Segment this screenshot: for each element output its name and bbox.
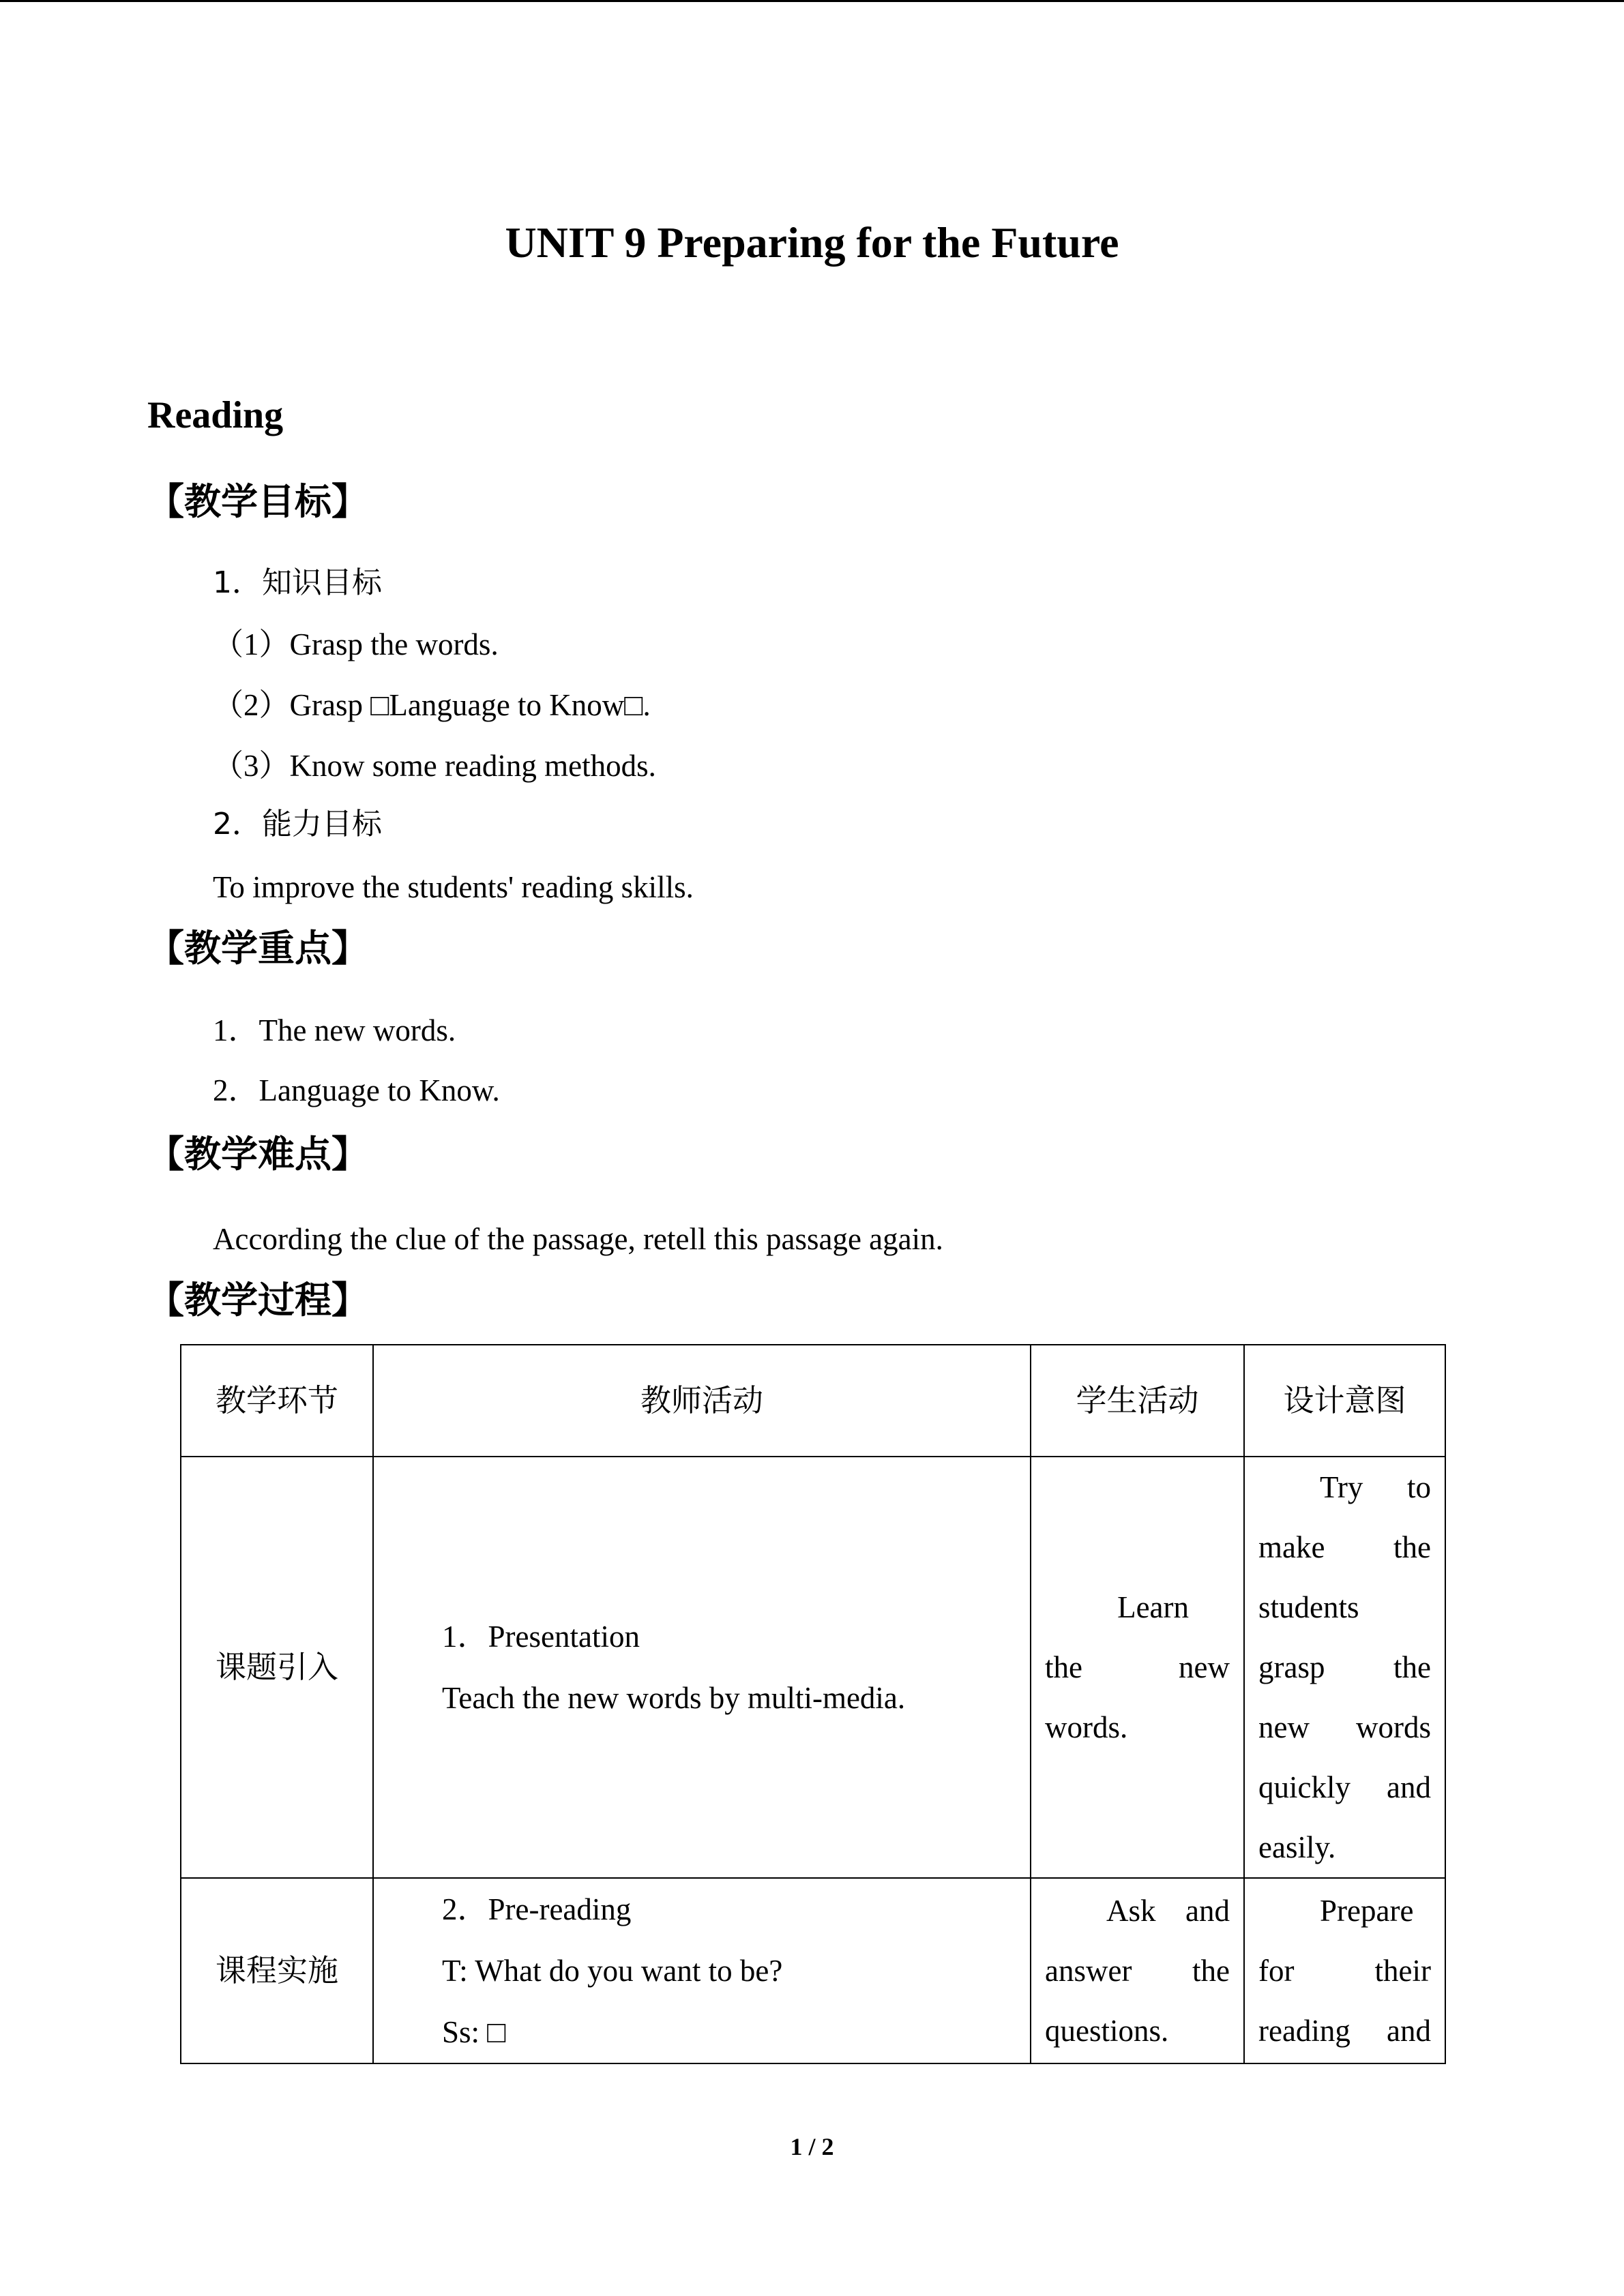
- purpose-line: students: [1258, 1590, 1359, 1624]
- key-points-heading: 【教学重点】: [147, 927, 368, 970]
- objective-item: （2）Grasp □Language to Know□.: [213, 688, 651, 722]
- purpose-line: Try to: [1320, 1470, 1431, 1504]
- process-table: [180, 1344, 1446, 2064]
- teacher-activity-cell: [373, 1457, 1031, 1878]
- student-line: Ask and: [1106, 1894, 1230, 1928]
- difficulties-text: According the clue of the passage, retell this passage again.: [213, 1222, 943, 1256]
- purpose-cell: [1244, 1457, 1445, 1878]
- purpose-line: quickly and: [1258, 1770, 1431, 1804]
- purpose-line: reading and: [1258, 2014, 1431, 2048]
- table-row: [181, 1457, 1445, 1878]
- student-line: questions.: [1045, 2014, 1169, 2048]
- stage-cell: 课题引入: [181, 1457, 373, 1878]
- student-line: the new: [1045, 1650, 1230, 1684]
- student-activity-cell: [1031, 1878, 1244, 2063]
- column-header: 设计意图: [1244, 1345, 1445, 1457]
- objectives-heading: 【教学目标】: [147, 480, 368, 523]
- purpose-line: new words: [1258, 1710, 1431, 1744]
- teacher-line: T: What do you want to be?: [442, 1954, 783, 1988]
- purpose-cell: [1244, 1878, 1445, 2063]
- purpose-line: easily.: [1258, 1830, 1336, 1864]
- objective-item: （3）Know some reading methods.: [213, 749, 656, 783]
- purpose-line: make the: [1258, 1530, 1431, 1564]
- table-row: [181, 1878, 1445, 2063]
- objective-item: （1）Grasp the words.: [213, 627, 499, 661]
- key-point-item: 2．Language to Know.: [213, 1073, 500, 1107]
- page-number: 1 / 2: [790, 2133, 834, 2160]
- column-header: 教师活动: [373, 1345, 1031, 1457]
- section-heading: Reading: [147, 394, 284, 436]
- column-header: 教学环节: [181, 1345, 373, 1457]
- table-header-row: [181, 1345, 1445, 1457]
- difficulties-heading: 【教学难点】: [147, 1133, 368, 1176]
- knowledge-label: 1．知识目标: [213, 565, 382, 600]
- purpose-line: Prepare: [1320, 1894, 1414, 1928]
- student-line: Learn: [1117, 1590, 1189, 1624]
- student-activity-cell: [1031, 1457, 1244, 1878]
- purpose-line: grasp the: [1258, 1650, 1431, 1684]
- key-point-item: 1．The new words.: [213, 1013, 456, 1047]
- process-heading: 【教学过程】: [147, 1279, 368, 1322]
- teacher-activity-cell: [373, 1878, 1031, 2063]
- column-header: 学生活动: [1031, 1345, 1244, 1457]
- teacher-line: 2．Pre-reading: [442, 1892, 632, 1926]
- teacher-line: Teach the new words by multi-media.: [442, 1681, 906, 1715]
- purpose-line: for their: [1258, 1954, 1431, 1988]
- teacher-line: Ss: □: [442, 2015, 506, 2049]
- ability-text: To improve the students' reading skills.: [213, 870, 694, 904]
- document-title: UNIT 9 Preparing for the Future: [505, 218, 1119, 267]
- teacher-line: 1．Presentation: [442, 1620, 640, 1654]
- ability-label: 2．能力目标: [213, 807, 382, 841]
- student-line: words.: [1045, 1710, 1128, 1744]
- stage-cell: 课程实施: [181, 1878, 373, 2063]
- student-line: answer the: [1045, 1954, 1230, 1988]
